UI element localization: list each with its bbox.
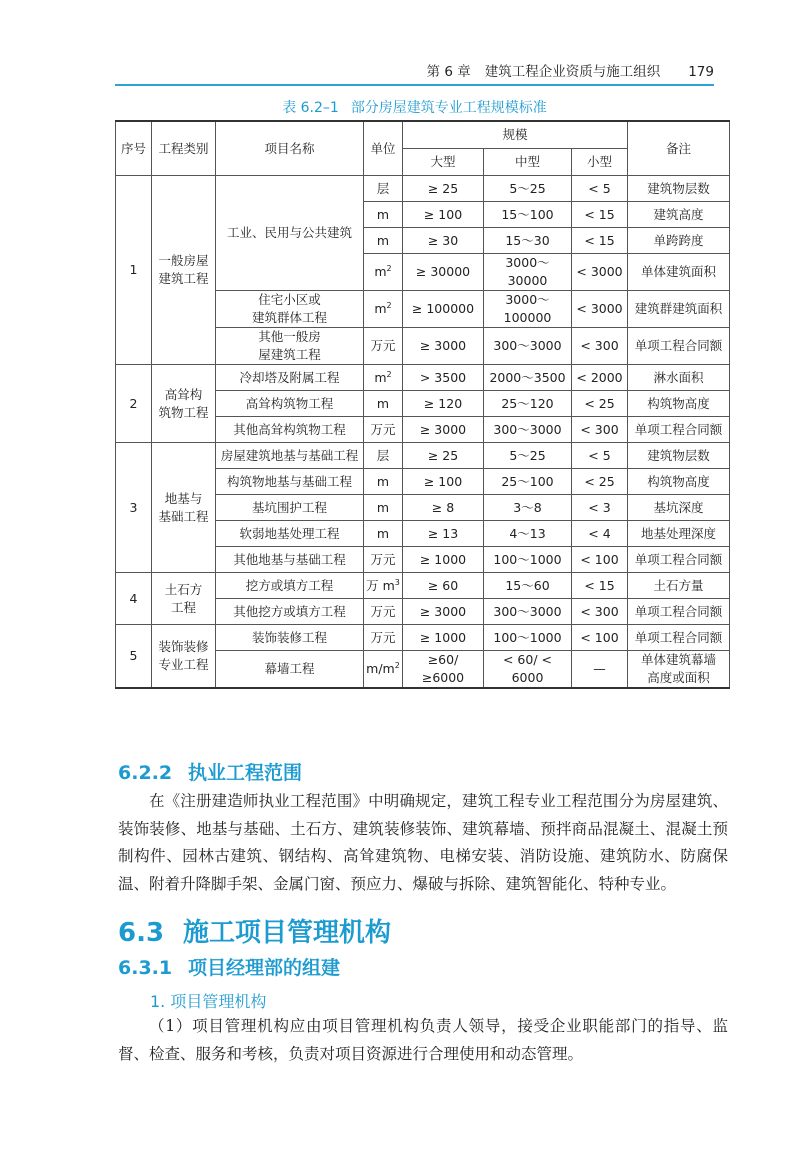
cell-item-name: 住宅小区或 建筑群体工程 [216, 291, 364, 328]
cell-large: ≥ 25 [403, 176, 484, 202]
subsection-heading: 1. 项目管理机构 [150, 992, 267, 1011]
section-number: 6.2.2 [118, 762, 173, 784]
cell-unit: m [364, 495, 403, 521]
section-number: 6.3.1 [118, 957, 173, 979]
cell-small: < 2000 [572, 365, 628, 391]
header-unit: 单位 [364, 121, 403, 176]
cell-item-name: 基坑围护工程 [216, 495, 364, 521]
cell-small: < 100 [572, 625, 628, 651]
cell-medium: 3～8 [484, 495, 572, 521]
cell-remark: 单项工程合同额 [628, 625, 730, 651]
cell-large: > 3500 [403, 365, 484, 391]
cell-large: ≥ 3000 [403, 417, 484, 443]
cell-unit: m [364, 228, 403, 254]
cell-small: < 15 [572, 573, 628, 599]
cell-medium: 300～3000 [484, 328, 572, 365]
chapter-title: 建筑工程企业资质与施工组织 [484, 64, 661, 80]
cell-small: < 3000 [572, 254, 628, 291]
cell-remark: 建筑物层数 [628, 176, 730, 202]
cell-large: ≥ 100000 [403, 291, 484, 328]
cell-remark: 构筑物高度 [628, 469, 730, 495]
cell-large: ≥ 1000 [403, 547, 484, 573]
cell-item-name: 其他地基与基础工程 [216, 547, 364, 573]
cell-category: 高耸构 筑物工程 [152, 365, 216, 443]
cell-remark: 单项工程合同额 [628, 599, 730, 625]
cell-small: < 300 [572, 417, 628, 443]
subsection-paragraph: （1）项目管理机构应由项目管理机构负责人领导，接受企业职能部门的指导、监督、检查、服务和考核，负责对项目资源进行合理使用和动态管理。 [118, 1017, 728, 1063]
cell-category: 装饰装修 专业工程 [152, 625, 216, 689]
table-body [116, 176, 730, 689]
table-caption [115, 97, 714, 117]
section-number: 6.3 [118, 918, 165, 948]
cell-medium: 300～3000 [484, 599, 572, 625]
section-heading-6-3 [118, 912, 391, 949]
header-remark: 备注 [628, 121, 730, 176]
cell-item-name: 冷却塔及附属工程 [216, 365, 364, 391]
section-title: 施工项目管理机构 [183, 918, 392, 948]
cell-item-name: 装饰装修工程 [216, 625, 364, 651]
cell-remark: 单项工程合同额 [628, 547, 730, 573]
cell-item-name: 其他一般房 屋建筑工程 [216, 328, 364, 365]
cell-small: < 25 [572, 469, 628, 495]
section-title: 项目经理部的组建 [188, 957, 341, 979]
section-paragraph: 在《注册建造师执业工程范围》中明确规定，建筑工程专业工程范围分为房屋建筑、装饰装修、地基与基础、土石方、建筑装修装饰、建筑幕墙、预拌商品混凝土、混凝土预制构件、园林古建筑、钢结构、高耸建筑物、电梯安装、消防设施、建筑防水、防腐保温、附着升降脚手架、金属门窗、预应力、爆破与拆除、建筑智能化、特种专业。 [118, 792, 728, 893]
cell-remark: 建筑高度 [628, 202, 730, 228]
cell-unit: 层 [364, 176, 403, 202]
cell-medium: 2000～3500 [484, 365, 572, 391]
cell-category: 土石方 工程 [152, 573, 216, 625]
cell-small: < 300 [572, 599, 628, 625]
cell-remark: 土石方量 [628, 573, 730, 599]
cell-remark: 单体建筑幕墙 高度或面积 [628, 651, 730, 689]
cell-medium: 4～13 [484, 521, 572, 547]
cell-small: < 3000 [572, 291, 628, 328]
cell-medium: 3000～30000 [484, 254, 572, 291]
cell-small: < 5 [572, 176, 628, 202]
cell-small: — [572, 651, 628, 689]
table-row [116, 176, 730, 202]
cell-medium: 5～25 [484, 443, 572, 469]
header-category: 工程类别 [152, 121, 216, 176]
cell-large: ≥ 60 [403, 573, 484, 599]
cell-small: < 100 [572, 547, 628, 573]
cell-remark: 构筑物高度 [628, 391, 730, 417]
cell-unit: 万元 [364, 328, 403, 365]
section-heading-6-3-1 [118, 953, 340, 980]
header-rule [115, 84, 714, 86]
cell-medium: 25～100 [484, 469, 572, 495]
running-header [115, 60, 714, 80]
page-number: 179 [688, 64, 714, 80]
cell-unit: m [364, 202, 403, 228]
cell-unit: 万元 [364, 625, 403, 651]
cell-seq: 2 [116, 365, 152, 443]
cell-large: ≥ 13 [403, 521, 484, 547]
cell-small: < 300 [572, 328, 628, 365]
cell-medium: 3000～100000 [484, 291, 572, 328]
cell-large: ≥ 8 [403, 495, 484, 521]
cell-unit: 万元 [364, 599, 403, 625]
cell-large: ≥ 3000 [403, 599, 484, 625]
table-caption-number: 表 6.2–1 [282, 100, 339, 116]
cell-medium: 15～60 [484, 573, 572, 599]
table-row [116, 365, 730, 391]
header-large: 大型 [403, 149, 484, 176]
cell-seq: 1 [116, 176, 152, 365]
cell-item-name: 房屋建筑地基与基础工程 [216, 443, 364, 469]
cell-medium: 300～3000 [484, 417, 572, 443]
table-row [116, 625, 730, 651]
cell-item-name: 软弱地基处理工程 [216, 521, 364, 547]
cell-seq: 3 [116, 443, 152, 573]
cell-item-name: 其他高耸构筑物工程 [216, 417, 364, 443]
cell-unit: m [364, 469, 403, 495]
cell-unit: $m^2$ [364, 254, 403, 291]
cell-unit: $m/m^2$ [364, 651, 403, 689]
cell-remark: 单体建筑面积 [628, 254, 730, 291]
cell-small: < 3 [572, 495, 628, 521]
cell-large: ≥ 25 [403, 443, 484, 469]
cell-remark: 淋水面积 [628, 365, 730, 391]
cell-medium: < 60/ < 6000 [484, 651, 572, 689]
cell-unit: $m^2$ [364, 291, 403, 328]
cell-remark: 地基处理深度 [628, 521, 730, 547]
cell-large: ≥ 30000 [403, 254, 484, 291]
cell-item-name: 其他挖方或填方工程 [216, 599, 364, 625]
cell-remark: 建筑物层数 [628, 443, 730, 469]
cell-seq: 4 [116, 573, 152, 625]
cell-category: 地基与 基础工程 [152, 443, 216, 573]
cell-small: < 4 [572, 521, 628, 547]
cell-large: ≥ 100 [403, 202, 484, 228]
cell-item-name: 挖方或填方工程 [216, 573, 364, 599]
cell-medium: 15～30 [484, 228, 572, 254]
cell-large: ≥ 30 [403, 228, 484, 254]
header-seq: 序号 [116, 121, 152, 176]
cell-item-name: 工业、民用与公共建筑 [216, 176, 364, 291]
cell-unit: $m^2$ [364, 365, 403, 391]
cell-medium: 15～100 [484, 202, 572, 228]
cell-medium: 5～25 [484, 176, 572, 202]
cell-unit: 万 $m^3$ [364, 573, 403, 599]
header-item: 项目名称 [216, 121, 364, 176]
cell-remark: 基坑深度 [628, 495, 730, 521]
cell-large: ≥60/ ≥6000 [403, 651, 484, 689]
cell-small: < 5 [572, 443, 628, 469]
scale-standard-table [115, 120, 730, 689]
table-row [116, 573, 730, 599]
cell-large: ≥ 100 [403, 469, 484, 495]
cell-unit: 万元 [364, 417, 403, 443]
cell-large: ≥ 3000 [403, 328, 484, 365]
header-medium: 中型 [484, 149, 572, 176]
cell-unit: 万元 [364, 547, 403, 573]
cell-unit: m [364, 391, 403, 417]
header-scale: 规模 [403, 121, 628, 149]
cell-large: ≥ 120 [403, 391, 484, 417]
cell-category: 一般房屋 建筑工程 [152, 176, 216, 365]
cell-remark: 单跨跨度 [628, 228, 730, 254]
table-row [116, 443, 730, 469]
cell-small: < 15 [572, 202, 628, 228]
cell-medium: 100～1000 [484, 625, 572, 651]
cell-seq: 5 [116, 625, 152, 689]
cell-unit: m [364, 521, 403, 547]
cell-remark: 建筑群建筑面积 [628, 291, 730, 328]
section-title: 执业工程范围 [188, 762, 303, 784]
cell-medium: 100～1000 [484, 547, 572, 573]
cell-medium: 25～120 [484, 391, 572, 417]
table-caption-text: 部分房屋建筑专业工程规模标准 [350, 100, 547, 116]
header-small: 小型 [572, 149, 628, 176]
section-heading-6-2-2 [118, 758, 302, 785]
cell-unit: 层 [364, 443, 403, 469]
cell-remark: 单项工程合同额 [628, 417, 730, 443]
cell-item-name: 高耸构筑物工程 [216, 391, 364, 417]
cell-small: < 15 [572, 228, 628, 254]
cell-large: ≥ 1000 [403, 625, 484, 651]
cell-item-name: 构筑物地基与基础工程 [216, 469, 364, 495]
cell-remark: 单项工程合同额 [628, 328, 730, 365]
chapter-number: 第 6 章 [426, 64, 471, 80]
cell-item-name: 幕墙工程 [216, 651, 364, 689]
cell-small: < 25 [572, 391, 628, 417]
